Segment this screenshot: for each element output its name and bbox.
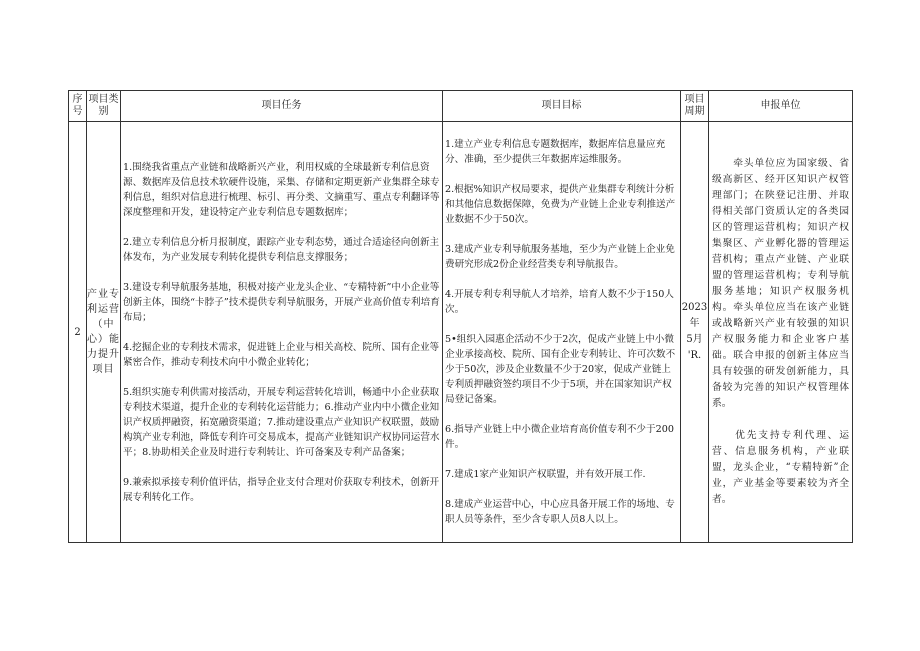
task-item: 1.围绕我省重点产业链和战略新兴产业，利用权威的全球最新专利信息资源、数据库及信息技术软硬件设施，采集、存储和定期更新产业集群全球专利信息，组织对信息进行梳理、标引、再分类、文摘重写、重点专利翻译等深度整理和开发，建设特定产业专利信息专题数据库； <box>123 161 440 218</box>
header-goal: 项目目标 <box>443 91 681 122</box>
goal-item: 6.指导产业链上中小微企业培育高价值专利不少于200件。 <box>445 424 674 450</box>
goal-item: 4.开展专利专利导航人才培养，培育人数不少于150人次。 <box>445 289 674 315</box>
row-goals <box>443 122 681 543</box>
project-table <box>68 90 853 543</box>
task-item: 3.建设专利导航服务基地，积极对接产业龙头企业、“专精特新”中小企业等创新主体，围绕“卡脖子”技术提供专利导航服务，开展产业高价值专利培育布局； <box>123 281 440 323</box>
unit-paragraph: 牵头单位应为国家级、省级高新区、经开区知识产权管理部门；在陕登记注册、并取得相关部门资质认定的各类园区的管理运营机构；知识产权集聚区、产业孵化器的管理运营机构；重点产业链、产业联盟的管理运营机构；专利导航服务基地；知识产权服务机构。牵头单位应当在该产业链或战略新兴产业有较强的知识产权服务能力和企业客户基础。联合申报的创新主体应当具有较强的研发创新能力，具备较为完善的知识产权管理体系。 <box>712 158 849 409</box>
task-item: 4.挖掘企业的专利技术需求，促进链上企业与相关高校、院所、国有企业等紧密合作，推动专利技术向中小微企业转化； <box>123 341 440 368</box>
task-item: 2.建立专利信息分析月报制度，跟踪产业专利态势，通过合适途径向创新主体发布，为产业发展专利转化提供专利信息支撑服务； <box>123 236 440 263</box>
row-unit <box>709 122 853 543</box>
goal-item: 7.建成1家产业知识产权联盟，并有效开展工作. <box>445 469 646 480</box>
goal-item: 2.根据%知识产权局要求，提供产业集群专利统计分析和其他信息数据保障，免费为产业链上企业专利推送产业数据不少于50次。 <box>445 184 676 225</box>
goal-item: 1.建立产业专利信息专题数据库，数据库信息量应充分、准确，至少提供三年数据库运维服务。 <box>445 139 666 165</box>
task-item: 5.组织实施专利供需对接活动，开展专利运营转化培训，畅通中小企业获取专利技术渠道，提升企业的专利转化运营能力；6.推动产业内中小微企业知识产权质押融资，拓宽融资渠道；7.推动建设重点产业知识产权联盟，鼓励构筑产业专利池，降低专利许可交易成本，提高产业链知识产权协同运营水平；8.协助相关企业及时进行专利转让、许可备案及专利产品备案； <box>123 386 440 458</box>
header-type: 项目类别 <box>87 91 121 122</box>
row-seq: 2 <box>69 122 87 543</box>
task-item: 9.兼索拟承接专利价值评估，指导企业支付合理对价获取专利技术，创新开展专利转化工作。 <box>123 476 440 503</box>
header-seq: 序号 <box>69 91 87 122</box>
header-period: 项目周期 <box>681 91 709 122</box>
table-row <box>69 122 853 543</box>
row-period: 2023年 5月 'R. <box>681 122 709 543</box>
unit-paragraph: 优先支持专利代理、运营、信息服务机构，产业联盟，龙头企业，“专精特新”企业，产业基金等要素较为齐全者。 <box>712 430 849 505</box>
goal-item: 5•组织入园惠企活动不少于2次，促成产业链上中小微企业承接高校、院所、国有企业专利转让、许可次数不少于50次，涉及企业数量不少于20家，促成产业链上专利质押融资签约项目不少于5项，并在国家知识产权局登记备案。 <box>445 334 676 405</box>
goal-item: 8.建成产业运营中心，中心应具备开展工作的场地、专职人员等条件，至少含专职人员8人以上。 <box>445 499 675 525</box>
header-unit: 申报单位 <box>709 91 853 122</box>
header-row <box>69 91 853 122</box>
goal-item: 3.建成产业专利导航服务基地，至少为产业链上企业免费研究形成2份企业经营类专利导航报告。 <box>445 244 675 270</box>
header-task: 项目任务 <box>121 91 443 122</box>
row-type: 产业专利运营（中心）能力提升项目 <box>87 122 121 543</box>
row-tasks <box>121 122 443 543</box>
